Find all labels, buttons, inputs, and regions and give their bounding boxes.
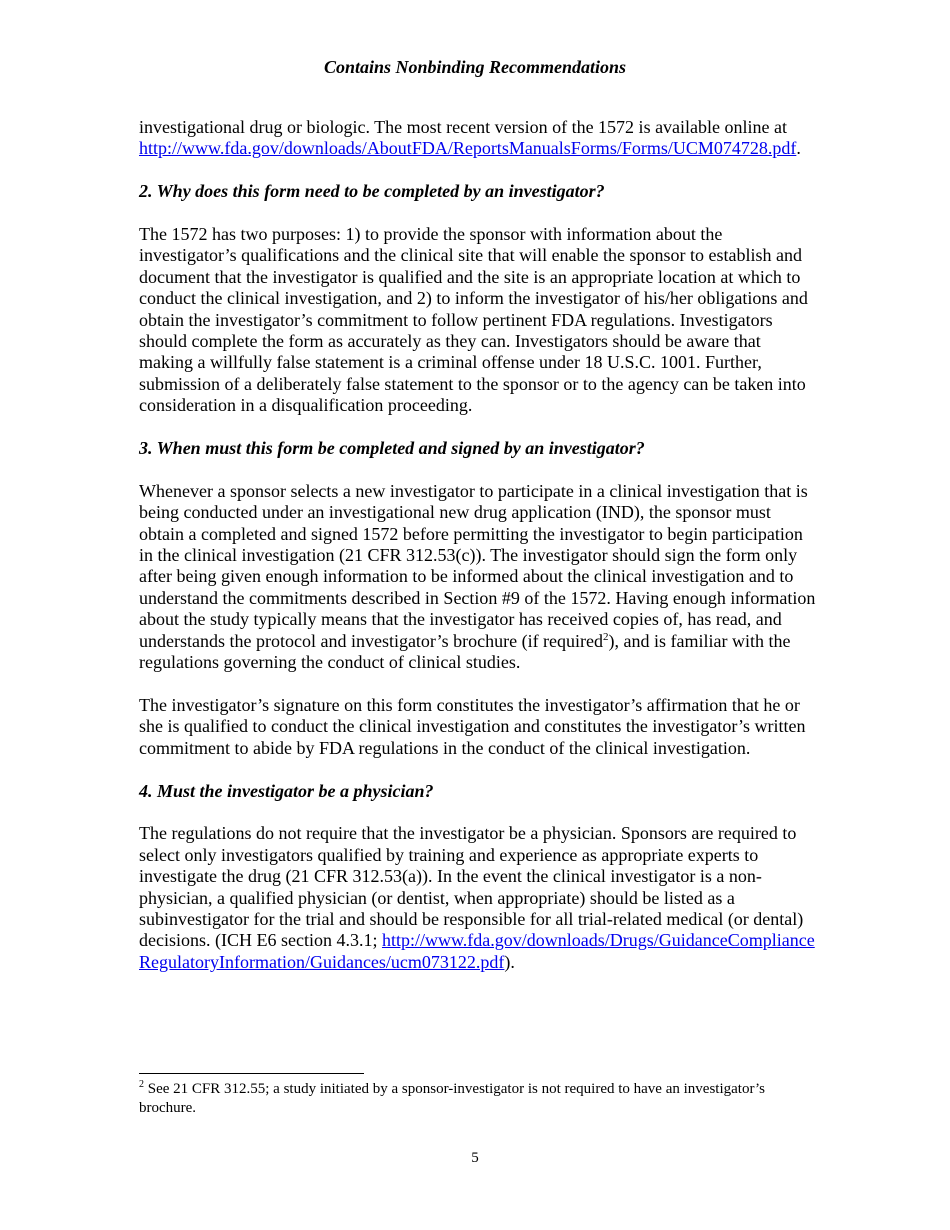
section-2-heading: 2. Why does this form need to be completed by an investigator? — [139, 181, 605, 202]
footnote-marker: 2 — [139, 1079, 144, 1090]
section-3-paragraph-1-end: ), and is familiar with the regulations governing the conduct of clinical studies. — [139, 630, 791, 673]
section-4-paragraph-end: ). — [504, 951, 515, 972]
section-3-paragraph-1-text: Whenever a sponsor selects a new investigator to participate in a clinical investigation that is being conducted under an investigational new drug application (IND), the sponsor must obtain a completed and signed 1572 before permitting the investigator to begin participation in the clinical investigation (21 CFR 312.53(c)). The investigator should sign the form only after being given enough information to be informed about the clinical investigation and to understand the commitments described in Section #9 of the 1572. Having enough information about the study typically means that the investigator has received copies of, has read, and understands the protocol and investigator’s brochure (if required — [139, 480, 816, 651]
intro-text: investigational drug or biologic. The most recent version of the 1572 is available online at — [139, 117, 788, 137]
footnote-divider — [139, 1073, 364, 1074]
page-number: 5 — [471, 1150, 479, 1166]
form-1572-link[interactable]: http://www.fda.gov/downloads/AboutFDA/ReportsManualsForms/Forms/UCM074728.pdf — [139, 138, 797, 159]
page-header: Contains Nonbinding Recommendations — [323, 57, 627, 77]
section-3-paragraph-1 — [139, 481, 819, 674]
section-3-paragraph-2: The investigator’s signature on this form constitutes the investigator’s affirmation that he or she is qualified to conduct the clinical investigation and constitutes the investigator’s written commitment to abide by FDA regulations in the conduct of the clinical investigation. — [139, 694, 806, 758]
section-4-heading: 4. Must the investigator be a physician? — [139, 780, 434, 801]
document-body — [139, 117, 819, 995]
section-2-paragraph: The 1572 has two purposes: 1) to provide the sponsor with information about the investigator’s qualifications and the clinical site that will enable the sponsor to establish and document that the investigator is qualified and the site is an appropriate location at which to conduct the clinical investigation, and 2) to inform the investigator of his/her obligations and obtain the investigator’s commitment to follow pertinent FDA regulations. Investigators should complete the form as accurately as they can. Investigators should be aware that making a willfully false statement is a criminal offense under 18 U.S.C. 1001. Further, submission of a deliberately false statement to the sponsor or to the agency can be taken into consideration in a disqualification proceeding. — [139, 224, 808, 416]
footnote-text: See 21 CFR 312.55; a study initiated by a sponsor-investigator is not required to have an investigator’s brochure. — [139, 1081, 765, 1116]
intro-paragraph — [139, 117, 819, 160]
section-3-heading: 3. When must this form be completed and signed by an investigator? — [139, 438, 645, 459]
ich-e6-guidance-link[interactable]: http://www.fda.gov/downloads/Drugs/GuidanceComplianceRegulatoryInformation/Guidances/ucm073122.pdf — [139, 930, 815, 972]
section-4-paragraph-text: The regulations do not require that the investigator be a physician. Sponsors are required to select only investigators qualified by training and experience as appropriate experts to investigate the drug (21 CFR 312.53(a)). In the event the clinical investigator is a non-physician, a qualified physician (or dentist, when appropriate) should be listed as a subinvestigator for the trial and should be responsible for all trial-related medical (or dental) decisions. (ICH E6 section 4.3.1; — [139, 823, 804, 951]
section-4-paragraph — [139, 823, 819, 973]
footnote-reference[interactable]: 2 — [603, 630, 609, 643]
footnote — [139, 1080, 819, 1118]
intro-text-end: . — [796, 138, 801, 159]
